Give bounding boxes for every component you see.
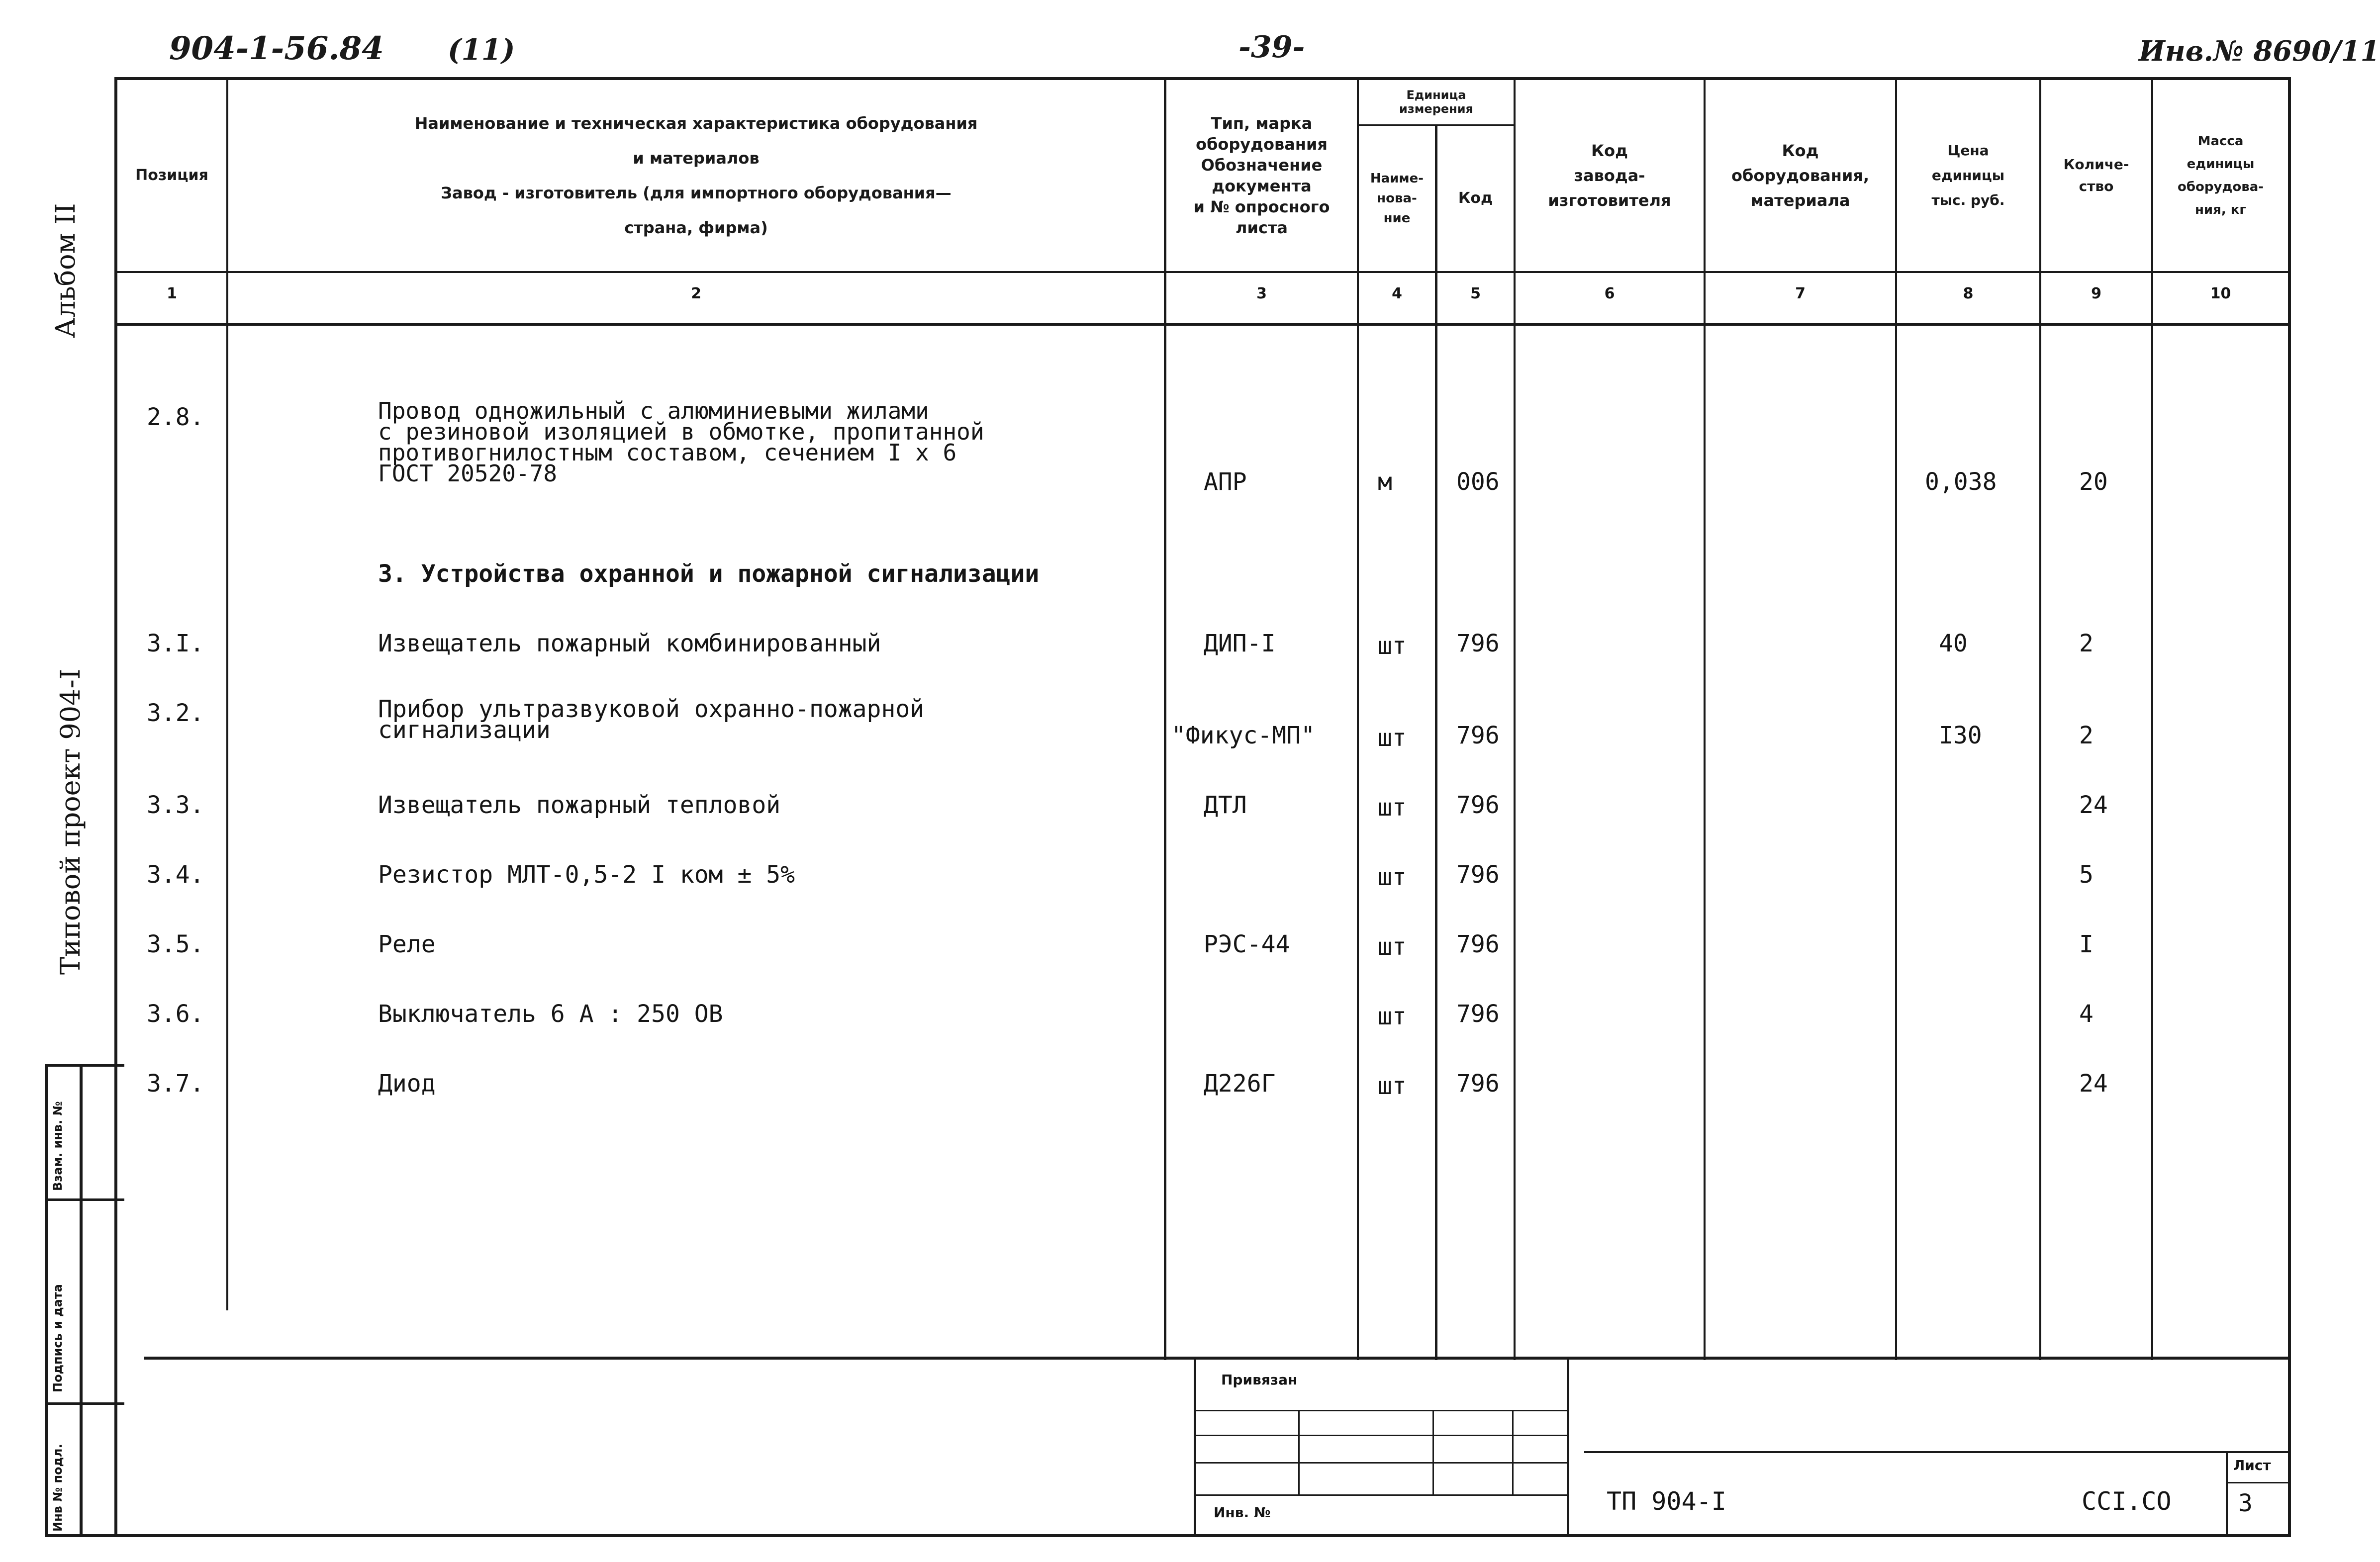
stamp-signature-date: Подпись и дата [51, 1284, 65, 1392]
stamp-replace-inv: Взам. инв. № [51, 1101, 65, 1191]
row-3-4-code: 796 [1456, 861, 1500, 889]
row-3-3-position: 3.3. [147, 791, 204, 819]
titleblock-top [144, 1357, 2290, 1360]
header-position: Позиция [135, 166, 208, 184]
row-3-2-code: 796 [1456, 722, 1500, 749]
row-3-7-quantity: 24 [2079, 1070, 2108, 1098]
colnum-9: 9 [2091, 284, 2101, 302]
row-3-3-code: 796 [1456, 791, 1500, 819]
inventory-number: Инв.№ 8690/11 [2139, 35, 2380, 68]
header-name: Наименование и техническая характеристика оборудования и материалов Завод - изготовитель (для импортного оборудования— страна, фирма) [414, 113, 978, 237]
row-2-8-position: 2.8. [147, 403, 204, 431]
row-2-8-price: 0,038 [1925, 468, 1997, 496]
frame-bottom [45, 1534, 2291, 1537]
attach-grid-v1 [1298, 1410, 1300, 1494]
row-3-3-type: ДТЛ [1204, 791, 1247, 819]
header-maker-code: Код завода- изготовителя [1548, 141, 1671, 210]
header-unit-group: Единица измерения [1399, 88, 1473, 116]
frame-right [2288, 77, 2291, 1537]
colnum-4: 4 [1392, 284, 1402, 302]
stamp-inv-original: Инв № подл. [51, 1444, 65, 1532]
project-code: 904-1-56.84 [169, 30, 384, 67]
row-3-6-quantity: 4 [2079, 1000, 2094, 1028]
sheet-label-line [2228, 1482, 2290, 1483]
row-2-8-name: Провод одножильный с алюминиевыми жилами с резиновой изоляцией в обмотке, пропитанной противогнилостным составом, сечением I х 6 ГОСТ 20520-78 [378, 397, 984, 487]
album-label: Альбом II [50, 203, 81, 338]
row-3-5-unit: шт [1378, 933, 1407, 961]
inv-no-label: Инв. № [1214, 1504, 1271, 1521]
row-3-2-position: 3.2. [147, 699, 204, 727]
row-3-3-quantity: 24 [2079, 791, 2108, 819]
row-3-2-name: Прибор ультразвуковой охранно-пожарной сигнализации [378, 695, 925, 744]
header-bottom [114, 271, 2290, 273]
section-heading: 3. Устройства охранной и пожарной сигнализации [378, 560, 1040, 588]
colnum-bottom [114, 323, 2290, 326]
row-3-5-quantity: I [2079, 930, 2094, 958]
row-3-3-unit: шт [1378, 794, 1407, 822]
row-3-1-price: 40 [1939, 630, 1968, 657]
attach-grid-h4 [1194, 1494, 1568, 1496]
colnum-6: 6 [1604, 284, 1615, 302]
header-unit-code: Код [1458, 189, 1493, 207]
row-3-2-price: I30 [1939, 722, 1982, 749]
row-3-2-quantity: 2 [2079, 722, 2094, 749]
row-3-7-type: Д226Г [1204, 1070, 1276, 1098]
colnum-3: 3 [1256, 284, 1267, 302]
row-2-8-type: АПР [1204, 468, 1247, 496]
attach-grid-v2 [1432, 1410, 1434, 1494]
row-3-7-code: 796 [1456, 1070, 1500, 1098]
row-2-8-quantity: 20 [2079, 468, 2108, 496]
row-3-1-unit: шт [1378, 632, 1407, 660]
colnum-10: 10 [2210, 284, 2231, 302]
col-line-4 [1435, 124, 1437, 1360]
row-3-1-quantity: 2 [2079, 630, 2094, 657]
stamp-border-mid [80, 1064, 83, 1537]
row-3-4-quantity: 5 [2079, 861, 2094, 889]
row-3-5-type: РЭС-44 [1204, 930, 1290, 958]
row-3-2-type: "Фикус-МП" [1171, 722, 1315, 749]
row-3-1-position: 3.I. [147, 630, 204, 657]
doc-code: ТП 904-I [1607, 1487, 1726, 1516]
attach-grid-v3 [1512, 1410, 1514, 1494]
header-mass: Масса единицы оборудова- ния, кг [2177, 133, 2264, 217]
row-3-1-code: 796 [1456, 630, 1500, 657]
row-3-5-position: 3.5. [147, 930, 204, 958]
sheet-number: 3 [2238, 1489, 2253, 1517]
row-3-3-name: Извещатель пожарный тепловой [378, 791, 781, 819]
row-3-5-code: 796 [1456, 930, 1500, 958]
colnum-5: 5 [1470, 284, 1481, 302]
row-3-7-unit: шт [1378, 1072, 1407, 1100]
row-3-7-position: 3.7. [147, 1070, 204, 1098]
row-3-5-name: Реле [378, 930, 436, 958]
sheet-top-line [1584, 1451, 2290, 1453]
header-price: Цена единицы тыс. руб. [1931, 142, 2005, 208]
header-quantity: Количе- ство [2063, 156, 2129, 194]
row-3-6-unit: шт [1378, 1003, 1407, 1030]
row-2-8-code: 006 [1456, 468, 1500, 496]
header-material-code: Код оборудования, материала [1731, 141, 1869, 210]
stamp-divider-2 [45, 1402, 124, 1405]
row-3-6-position: 3.6. [147, 1000, 204, 1028]
header-unit-name: Наиме- нова- ние [1370, 171, 1424, 226]
row-3-4-name: Резистор МЛТ-0,5-2 I ком ± 5% [378, 861, 795, 889]
sheet-code: ССI.СО [2082, 1487, 2172, 1516]
sheet-label: Лист [2233, 1457, 2271, 1473]
titleblock-attach-left [1194, 1357, 1196, 1536]
titleblock-attach-right [1567, 1357, 1569, 1536]
header-type: Тип, марка оборудования Обозначение документа и № опросного листа [1193, 113, 1330, 237]
colnum-8: 8 [1963, 284, 1974, 302]
colnum-7: 7 [1795, 284, 1806, 302]
colnum-2: 2 [691, 284, 701, 302]
part-number: (11) [448, 33, 515, 67]
stamp-divider-1 [45, 1198, 124, 1201]
row-3-2-unit: шт [1378, 724, 1407, 752]
row-3-6-name: Выключатель 6 А : 250 ОВ [378, 1000, 723, 1028]
attached-label: Привязан [1221, 1372, 1298, 1388]
stamp-border-top [45, 1064, 124, 1067]
page-number: -39- [1238, 30, 1305, 65]
row-3-1-type: ДИП-I [1204, 630, 1276, 657]
stamp-border-left [45, 1064, 48, 1537]
row-3-6-code: 796 [1456, 1000, 1500, 1028]
row-3-4-unit: шт [1378, 863, 1407, 891]
colnum-1: 1 [167, 284, 177, 302]
row-3-7-name: Диод [378, 1070, 436, 1098]
row-3-1-name: Извещатель пожарный комбинированный [378, 630, 881, 657]
project-label: Типовой проект 904-I [55, 668, 86, 975]
row-2-8-unit: м [1378, 468, 1392, 496]
row-3-4-position: 3.4. [147, 861, 204, 889]
sheet-divider [2226, 1451, 2228, 1536]
